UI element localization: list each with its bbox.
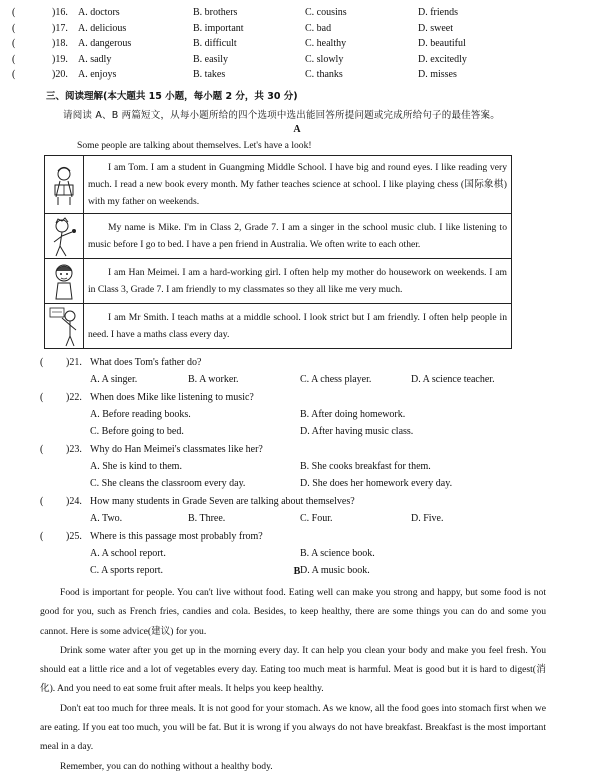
option-b: B. A worker. (188, 374, 239, 385)
question-stem: Why do Han Meimei's classmates like her? (90, 444, 263, 455)
option-a: A. She is kind to them. (90, 461, 182, 472)
option-c: C. Before going to bed. (90, 426, 184, 437)
passage-a-label: A (293, 124, 301, 135)
person-text-han-meimei: I am Han Meimei. I am a hard-working girl. I often help my mother do housework on weekends. I am in Class 3, Grade 7. I am friendly to my classmates so they all like me very much. (84, 259, 512, 304)
option-b: B. She cooks breakfast for them. (300, 461, 431, 472)
question-stem-row (0, 392, 594, 406)
choice-row (0, 23, 594, 37)
boy-reading-icon (45, 163, 83, 207)
passage-b-paragraph-1: Food is important for people. You can't live without food. Eating well can make you strong and happy, but some food is not good for you, such as French fries, candies and cola. Besides, to keep healthy, there are some things you can do and some you cannot. Here is some advice(建议) for you. (40, 587, 546, 637)
person-text-tom: I am Tom. I am a student in Guangming Middle School. I have big and round eyes. I like reading very much. I read a new book every month. My father teaches science at school. I like playing chess (国际象棋) with my father on weekends. (84, 156, 512, 214)
question-stem-row (0, 357, 594, 371)
option-c: C. slowly (305, 53, 344, 65)
option-d: D. Five. (411, 513, 444, 524)
choice-row (0, 69, 594, 83)
option-d: D. sweet (418, 22, 453, 34)
answer-paren: ( (12, 53, 16, 65)
option-a: A. enjoys (78, 69, 117, 80)
option-d: D. friends (418, 7, 458, 18)
option-d: D. excitedly (418, 53, 467, 65)
option-c: C. thanks (305, 69, 343, 80)
passage-b-label: B (293, 566, 301, 577)
option-c: C. cousins (305, 7, 347, 18)
answer-paren: ( (12, 69, 16, 80)
option-c: C. A sports report. (90, 565, 164, 576)
answer-paren: ( (40, 496, 44, 507)
option-b: B. After doing homework. (300, 409, 406, 420)
choice-row (0, 54, 594, 68)
option-c: C. She cleans the classroom every day. (90, 478, 246, 489)
question-stem: Where is this passage most probably from? (90, 531, 263, 542)
person-row-tom (45, 156, 512, 214)
answer-paren: ( (12, 22, 16, 34)
person-row-mike (45, 214, 512, 259)
answer-paren: ( (40, 357, 44, 368)
answer-paren: ( (12, 38, 16, 49)
person-row-mr-smith (45, 304, 512, 349)
people-table (44, 155, 512, 349)
option-b: B. takes (193, 69, 226, 80)
section-title: 三、阅读理解(本大题共 15 小题，每小题 2 分，共 30 分) (46, 91, 298, 102)
question-stem-row (0, 496, 594, 510)
question-stem-row (0, 531, 594, 545)
answer-paren: ( (12, 7, 16, 18)
option-a: A. A singer. (90, 374, 138, 385)
option-a: A. delicious (78, 22, 127, 34)
option-d: D. beautiful (418, 38, 466, 49)
passage-b-paragraph-2: Drink some water after you get up in the morning every day. It can help you clean your body and make you feel fresh. You should eat a little rice and a lot of vegetables every day. Eating too much meat is harmful. Meat is good but it is hard to digest(消化). And you need to eat some fruit after meals. It helps you keep healthy. (40, 644, 546, 695)
option-b: B. important (193, 22, 244, 34)
question-number: )24. (66, 496, 82, 507)
option-a: A. doctors (78, 7, 120, 18)
option-b: B. difficult (193, 38, 237, 49)
question-number: )16. (52, 7, 68, 18)
option-c: C. A chess player. (300, 374, 372, 385)
question-stem: How many students in Grade Seven are talking about themselves? (90, 496, 355, 507)
question-stem-row (0, 444, 594, 458)
question-number: )17. (52, 22, 68, 34)
person-text-mike: My name is Mike. I'm in Class 2, Grade 7. I am a singer in the school music club. I like listening to music before I go to bed. I have a pen friend in Australia. We often write to each other. (84, 214, 512, 259)
option-a: A. Two. (90, 513, 123, 524)
teacher-icon (45, 304, 83, 348)
option-b: B. A science book. (300, 548, 375, 559)
question-stem: What does Tom's father do? (90, 357, 202, 368)
question-number: )23. (66, 444, 82, 455)
option-b: B. Three. (188, 513, 226, 524)
passage-b-paragraph-3: Don't eat too much for three meals. It is not good for your stomach. As we know, all the food goes into stomach first when we are eating. If you eat too much, you will be fat. But it is wrong if you always do not have breakfast. Breakfast is the most important meal in a day. (40, 702, 546, 753)
person-row-han-meimei (45, 259, 512, 304)
girl-face-icon (45, 259, 83, 303)
passage-b-paragraph-4: Remember, you can do nothing without a healthy body. (60, 760, 273, 772)
option-d: D. She does her homework every day. (300, 478, 453, 489)
question-stem: When does Mike like listening to music? (90, 392, 254, 403)
option-d: D. After having music class. (300, 426, 414, 437)
passage-b (40, 583, 546, 776)
person-text-mr-smith: I am Mr Smith. I teach maths at a middle school. I look strict but I am friendly. I often help people in need. I have a maths class every day. (84, 304, 512, 349)
passage-a-intro: Some people are talking about themselves. Let's have a look! (77, 140, 312, 151)
option-b: B. easily (193, 53, 228, 65)
question-number: )25. (66, 531, 82, 542)
option-c: C. healthy (305, 38, 347, 49)
question-number: )19. (52, 53, 68, 65)
answer-paren: ( (40, 444, 44, 455)
answer-paren: ( (40, 392, 44, 403)
boy-singing-icon (45, 214, 83, 258)
question-number: )18. (52, 38, 68, 49)
option-a: A. A school report. (90, 548, 166, 559)
option-a: A. dangerous (78, 38, 132, 49)
option-a: A. sadly (78, 53, 112, 65)
option-c: C. bad (305, 22, 332, 34)
option-a: A. Before reading books. (90, 409, 191, 420)
instructions: 请阅读 A、B 两篇短文，从每小题所给的四个选项中选出能回答所提问题或完成所给句子的最佳答案。 (63, 110, 500, 121)
option-d: D. A science teacher. (411, 374, 495, 385)
choice-row (0, 7, 594, 21)
question-number: )21. (66, 357, 82, 368)
option-b: B. brothers (193, 7, 238, 18)
question-number: )20. (52, 69, 68, 80)
option-c: C. Four. (300, 513, 333, 524)
choice-row (0, 38, 594, 52)
option-d: D. A music book. (300, 565, 370, 576)
question-number: )22. (66, 392, 82, 403)
answer-paren: ( (40, 531, 44, 542)
option-d: D. misses (418, 69, 457, 80)
